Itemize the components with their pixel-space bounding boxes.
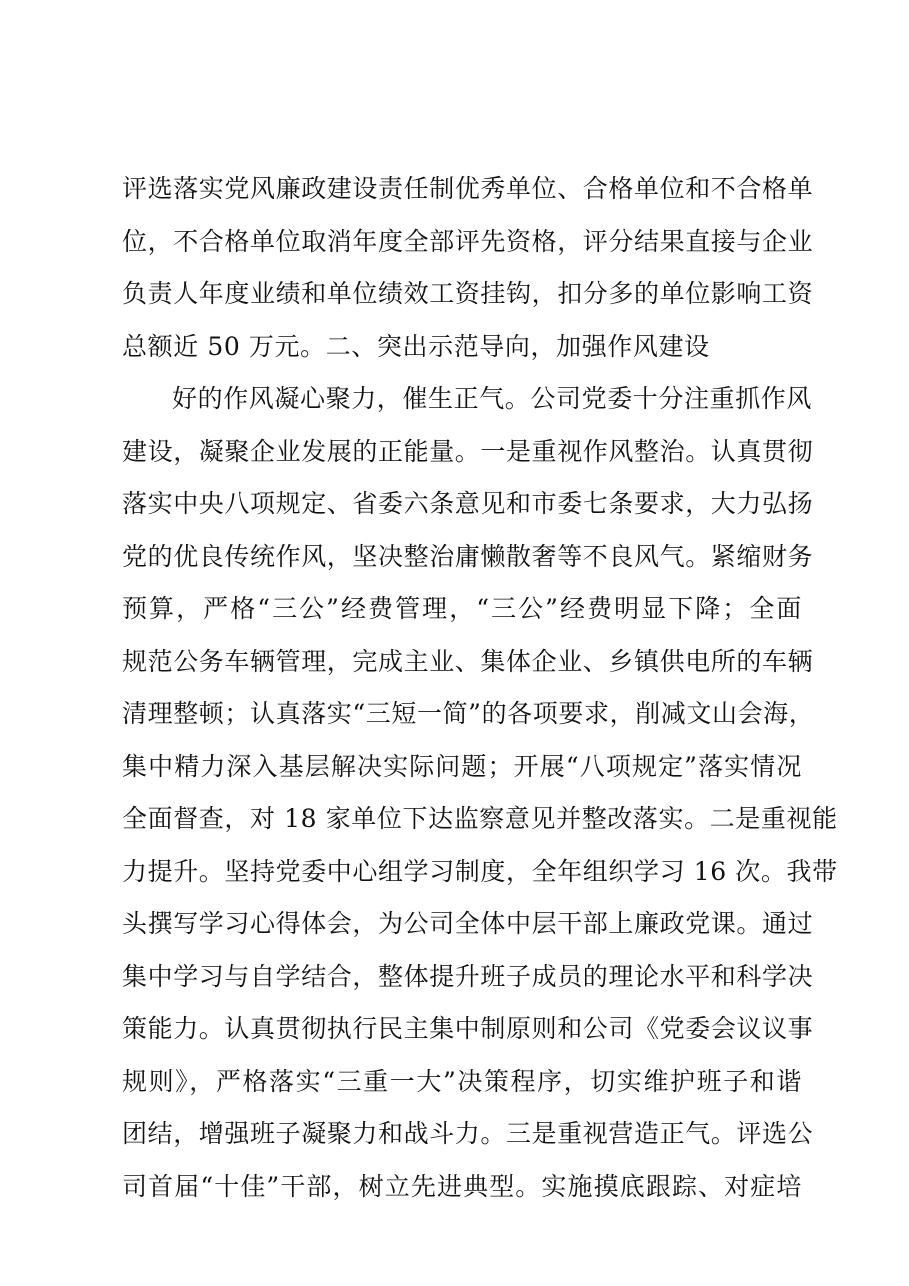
text-line: 全面督查，对 18 家单位下达监察意见并整改落实。二是重视能 <box>122 804 838 833</box>
text-line: 总额近 50 万元。二、突出示范导向，加强作风建设 <box>122 331 710 361</box>
text-line: 清理整顿；认真落实“三短一简”的各项要求，削减文山会海， <box>122 699 815 728</box>
text-line: 负责人年度业绩和单位绩效工资挂钩，扣分多的单位影响工资 <box>122 279 814 308</box>
text-line: 规范公务车辆管理，完成主业、集体企业、乡镇供电所的车辆 <box>122 646 814 676</box>
text-line: 党的优良传统作风，坚决整治庸懒散奢等不良风气。紧缩财务 <box>122 541 814 571</box>
text-line: 评选落实党风廉政建设责任制优秀单位、合格单位和不合格单 <box>122 174 814 203</box>
text-line: 建设，凝聚企业发展的正能量。一是重视作风整治。认真贯彻 <box>122 436 814 466</box>
text-line: 规则》，严格落实“三重一大”决策程序，切实维护班子和谐 <box>122 1066 802 1096</box>
text-line: 力提升。坚持党委中心组学习制度，全年组织学习 16 次。我带 <box>122 856 838 886</box>
text-line: 集中精力深入基层解决实际问题；开展“八项规定”落实情况 <box>122 751 802 781</box>
text-line: 策能力。认真贯彻执行民主集中制原则和公司《党委会议议事 <box>122 1014 814 1043</box>
text-line: 好的作风凝心聚力，催生正气。公司党委十分注重抓作风 <box>172 384 813 413</box>
text-line: 位，不合格单位取消年度全部评先资格，评分结果直接与企业 <box>122 226 814 256</box>
text-line: 团结，增强班子凝聚力和战斗力。三是重视营造正气。评选公 <box>122 1119 814 1148</box>
text-line: 集中学习与自学结合，整体提升班子成员的理论水平和科学决 <box>122 961 814 991</box>
text-line: 司首届“十佳”干部，树立先进典型。实施摸底跟踪、对症培 <box>122 1171 802 1201</box>
body-text <box>122 163 838 1213</box>
text-line: 头撰写学习心得体会，为公司全体中层干部上廉政党课。通过 <box>122 909 814 938</box>
text-line: 预算，严格“三公”经费管理，“三公”经费明显下降；全面 <box>122 594 802 623</box>
text-line: 落实中央八项规定、省委六条意见和市委七条要求，大力弘扬 <box>122 489 814 518</box>
